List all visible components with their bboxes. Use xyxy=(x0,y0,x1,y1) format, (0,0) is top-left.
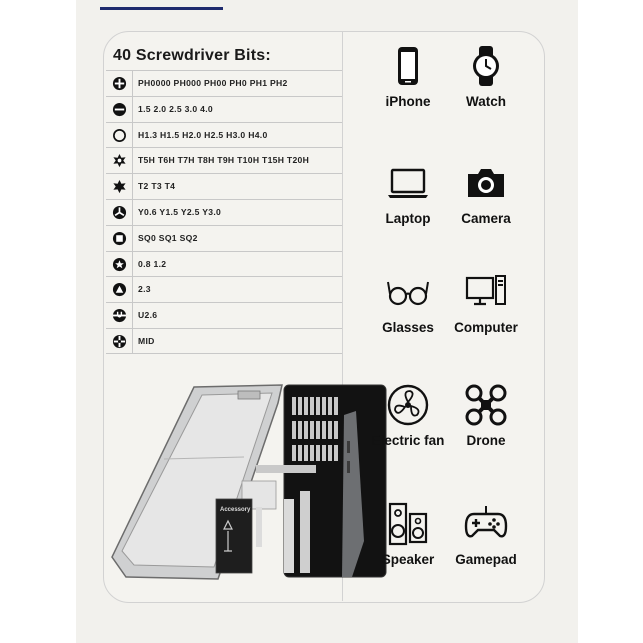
device-label: Gamepad xyxy=(455,552,517,567)
drone-icon xyxy=(464,383,508,427)
speaker-icon xyxy=(386,502,430,546)
table-row xyxy=(106,173,342,199)
bit-sizes: H1.3 H1.5 H2.0 H2.5 H3.0 H4.0 xyxy=(138,129,268,140)
device-label: Watch xyxy=(466,94,506,109)
bit-sizes: Y0.6 Y1.5 Y2.5 Y3.0 xyxy=(138,207,222,217)
table-row xyxy=(106,199,342,225)
electric-fan-icon xyxy=(386,383,430,427)
bit-sizes: 2.3 xyxy=(138,284,151,295)
device-label: Laptop xyxy=(385,211,431,226)
u-shape-icon xyxy=(112,308,127,323)
device-speaker xyxy=(368,502,448,567)
security-torx-icon xyxy=(112,153,127,168)
laptop-icon xyxy=(386,161,430,205)
square-icon xyxy=(112,231,127,246)
table-row xyxy=(106,122,342,148)
device-label: Computer xyxy=(454,320,518,335)
camera-icon xyxy=(464,161,508,205)
case-label: Accessory xyxy=(220,507,251,513)
bit-sizes: 0.8 1.2 xyxy=(138,258,167,269)
device-iphone xyxy=(368,44,448,109)
bit-sizes: PH0000 PH000 PH00 PH0 PH1 PH2 xyxy=(138,78,288,88)
device-camera xyxy=(446,161,526,226)
bit-sizes: T5H T6H T7H T8H T9H T10H T15H T20H xyxy=(138,155,310,166)
torx-icon xyxy=(112,179,127,194)
computer-icon xyxy=(464,270,508,314)
device-laptop xyxy=(368,161,448,226)
bit-sizes: T2 T3 T4 xyxy=(138,181,176,192)
bit-sizes: U2.6 xyxy=(138,310,158,321)
tri-wing-icon xyxy=(112,205,127,220)
hex-icon xyxy=(112,128,127,143)
table-row xyxy=(106,96,342,122)
device-label: Camera xyxy=(461,211,511,226)
table-row xyxy=(106,70,342,96)
bit-sizes: MID xyxy=(138,336,155,346)
watch-icon xyxy=(464,44,508,88)
device-label: iPhone xyxy=(385,94,431,109)
slotted-icon xyxy=(112,102,127,117)
device-label: Electric fan xyxy=(371,433,445,448)
table-row xyxy=(106,276,342,302)
phillips-icon xyxy=(112,76,127,91)
bit-sizes: SQ0 SQ1 SQ2 xyxy=(138,232,198,243)
table-title: 40 Screwdriver Bits: xyxy=(113,47,271,64)
table-row xyxy=(106,328,342,354)
device-electric-fan xyxy=(368,383,448,448)
mid-icon xyxy=(112,334,127,349)
device-computer xyxy=(446,270,526,335)
table-row xyxy=(106,302,342,328)
bits-table xyxy=(106,70,342,354)
bit-sizes: 1.5 2.0 2.5 3.0 4.0 xyxy=(138,103,213,114)
glasses-icon xyxy=(386,270,430,314)
table-row xyxy=(106,147,342,173)
device-glasses xyxy=(368,270,448,335)
product-image xyxy=(106,381,390,581)
top-accent-bar xyxy=(100,7,223,10)
pentalobe-icon xyxy=(112,257,127,272)
device-gamepad xyxy=(446,502,526,567)
iphone-icon xyxy=(386,44,430,88)
device-drone xyxy=(446,383,526,448)
device-watch xyxy=(446,44,526,109)
table-row xyxy=(106,225,342,251)
triangle-icon xyxy=(112,282,127,297)
device-label: Glasses xyxy=(382,320,434,335)
device-label: Speaker xyxy=(381,552,435,567)
table-row xyxy=(106,251,342,277)
device-label: Drone xyxy=(466,433,506,448)
gamepad-icon xyxy=(464,502,508,546)
